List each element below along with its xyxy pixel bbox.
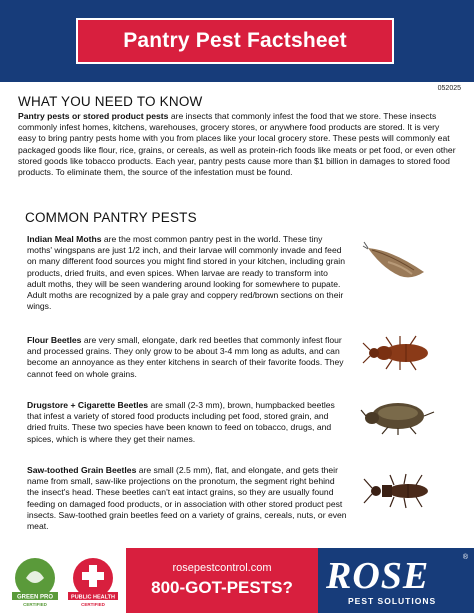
brand-block bbox=[318, 548, 474, 613]
pest-paragraph-drugstore-beetle bbox=[27, 400, 347, 445]
moth-icon bbox=[362, 240, 432, 284]
brand-logo: ROSE bbox=[326, 555, 430, 597]
green-pro-badge-icon bbox=[8, 554, 62, 608]
beetle-icon bbox=[362, 333, 438, 373]
intro-paragraph bbox=[18, 111, 458, 178]
header-banner bbox=[0, 0, 474, 82]
pest-name: Indian Meal Moths bbox=[27, 234, 102, 244]
page-title: Pantry Pest Factsheet bbox=[123, 29, 347, 52]
badge2-label: PUBLIC HEALTH bbox=[71, 594, 115, 601]
intro-body: are insects that commonly infest the food that we store. These insects commonly infest homes, kitchens, warehouses, grocery stores, or anywhere food products are stored. It is very easy to bring pantry pests home with you from places like your local grocery store. These pests will commonly eat packaged goods like flour, rice, grains, or cereals, as well as protein-rich foods like meats or pet food, or even other stored goods like tobacco products. Each year, pantry pests cause more than $1 billion in damages to stored food products. To eliminate them, the source of the infestation must be found. bbox=[18, 111, 456, 178]
brand-subtitle: PEST SOLUTIONS bbox=[348, 596, 437, 606]
website-link[interactable]: rosepestcontrol.com bbox=[172, 562, 272, 574]
section-heading-know: WHAT YOU NEED TO KNOW bbox=[18, 94, 203, 109]
pest-text: are small (2-3 mm), brown, humpbacked beetles that infest a variety of stored food products including pet food, stored grain, and dried fruits. These two species have been known to feed on tobacco, drugs, and spices, which is where they get their names. bbox=[27, 400, 335, 444]
pest-paragraph-flour-beetle bbox=[27, 335, 347, 380]
badge1-label: GREEN PRO bbox=[16, 594, 54, 601]
badge1-sub: CERTIFIED bbox=[23, 602, 47, 607]
doc-number: 052025 bbox=[437, 85, 461, 92]
pest-text: are the most common pantry pest in the world. These tiny moths' wingspans are just 1/2 inch, and their larvae will commonly invade and feed on many different food sources you might find stored in your kitchen, including grain products, dried fruits, and even spices. When larvae are ready to transform into adult moths, they will be seen wandering around looking for somewhere to pupate. Adult moths are recognized by a pale gray and coppery red/brown sections on their wings. bbox=[27, 234, 345, 312]
pest-text: are small (2.5 mm), flat, and elongate, and gets their name from small, saw-like projections on the pronotum, the segment right behind the insect's head. These beetles can't eat intact grains, so they are usually found feeding on damaged food products, or in association with other stored product pest insects. Saw-toothed grain beetles feed on a variety of grains, cereals, nuts, or even meat. bbox=[27, 465, 347, 532]
phone-number[interactable]: 800-GOT-PESTS? bbox=[151, 578, 293, 597]
pest-paragraph-moth bbox=[27, 234, 347, 312]
pest-name: Drugstore + Cigarette Beetles bbox=[27, 400, 149, 410]
pest-name: Saw-toothed Grain Beetles bbox=[27, 465, 137, 475]
pest-name: Flour Beetles bbox=[27, 335, 82, 345]
beetle-icon bbox=[362, 465, 438, 515]
pest-text: are very small, elongate, dark red beetles that commonly infest flour and processed grains. They only grow to be about 3-4 mm long as adults, and can become an annoyance as they enter kitchens in search of their favorite foods. They cannot feed on whole grains. bbox=[27, 335, 344, 379]
public-health-badge-icon bbox=[66, 554, 120, 608]
contact-block bbox=[126, 548, 318, 613]
footer bbox=[0, 548, 474, 613]
beetle-icon bbox=[360, 396, 440, 436]
intro-lead: Pantry pests or stored product pests bbox=[18, 111, 169, 121]
title-box bbox=[76, 18, 394, 64]
pest-paragraph-sawtoothed-beetle bbox=[27, 465, 347, 532]
section-heading-pests: COMMON PANTRY PESTS bbox=[25, 210, 197, 225]
badge2-sub: CERTIFIED bbox=[81, 602, 105, 607]
registered-mark: ® bbox=[462, 554, 468, 561]
certification-badges bbox=[0, 548, 126, 613]
